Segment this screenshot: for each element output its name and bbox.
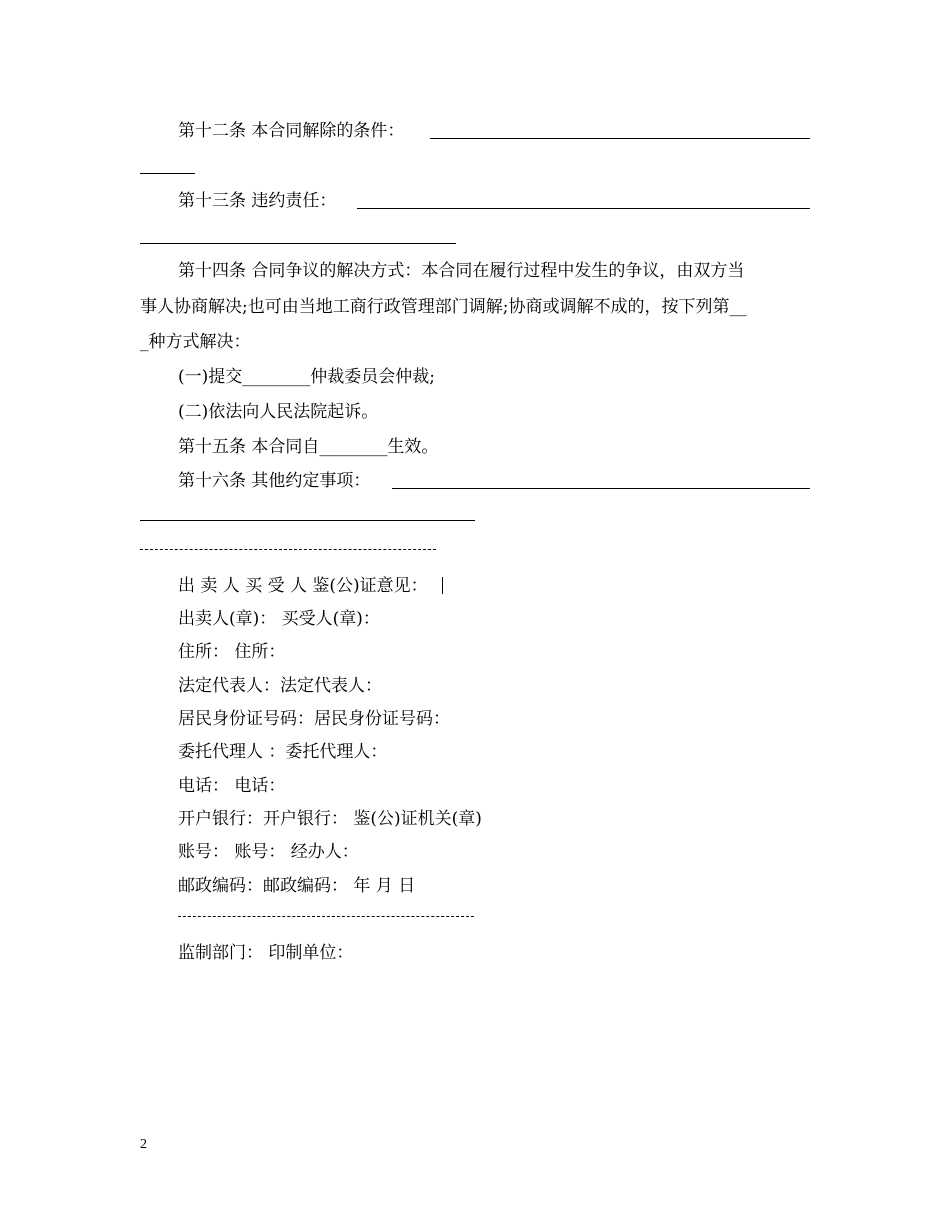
clause-14-line2: 事人协商解决;也可由当地工商行政管理部门调解;协商或调解不成的，按下列第__ xyxy=(140,297,747,317)
footer-line: 监制部门： 印制单位： xyxy=(178,943,354,963)
signature-row: 邮政编码：邮政编码： 年 月 日 xyxy=(178,876,416,896)
signature-row: 账号： 账号： 经办人： xyxy=(178,842,359,862)
fill-line-16-cont xyxy=(140,520,475,521)
fill-line-12 xyxy=(430,138,810,139)
fill-line-12-cont xyxy=(140,173,195,174)
separator-dashes xyxy=(140,549,436,550)
option-1: (一)提交________仲裁委员会仲裁; xyxy=(178,367,435,387)
signature-row: 法定代表人：法定代表人： xyxy=(178,676,382,696)
signature-row: 居民身份证号码：居民身份证号码： xyxy=(178,709,450,729)
clause-13: 第十三条 违约责任： xyxy=(178,191,337,211)
clause-15: 第十五条 本合同自________生效。 xyxy=(178,437,439,457)
footer-separator-dashes xyxy=(178,916,474,917)
signature-row: 住所： 住所： xyxy=(178,642,286,662)
fill-line-13 xyxy=(357,208,810,209)
fill-line-13-cont xyxy=(140,243,456,244)
signature-row: 电话： 电话： xyxy=(178,776,286,796)
signature-row: 出卖人(章)： 买受人(章)： xyxy=(178,609,380,629)
fill-line-16 xyxy=(392,488,810,489)
option-2: (二)依法向人民法院起诉。 xyxy=(178,402,379,422)
page-number: 2 xyxy=(140,1137,147,1152)
clause-14-line3: _种方式解决： xyxy=(140,332,251,352)
signature-row: 委托代理人 ：委托代理人： xyxy=(178,742,388,762)
cursor-bar xyxy=(442,577,443,594)
signature-row: 开户银行：开户银行： 鉴(公)证机关(章) xyxy=(178,809,482,829)
clause-14-line1: 第十四条 合同争议的解决方式：本合同在履行过程中发生的争议，由双方当 xyxy=(178,261,745,281)
clause-16: 第十六条 其他约定事项： xyxy=(178,471,371,491)
clause-12: 第十二条 本合同解除的条件： xyxy=(178,121,405,141)
signature-header: 出 卖 人 买 受 人 鉴(公)证意见： xyxy=(178,575,443,597)
